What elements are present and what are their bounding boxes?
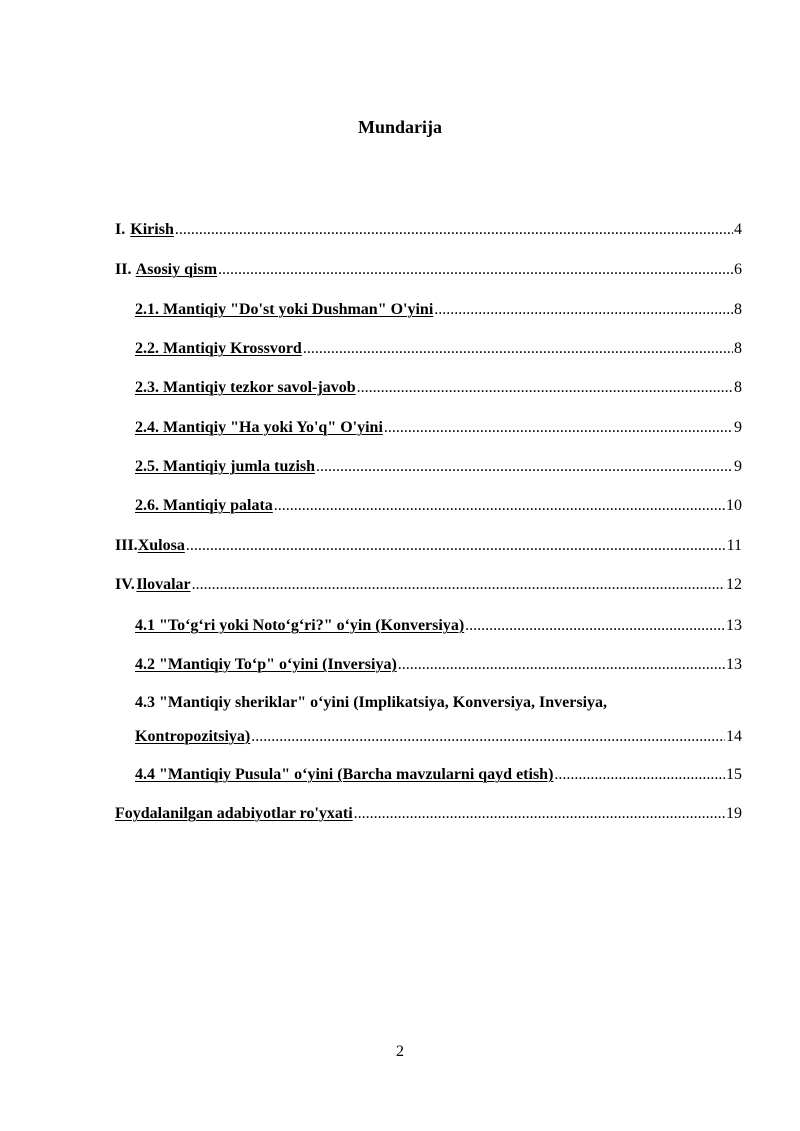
toc-entry-ilovalar[interactable] — [115, 575, 742, 595]
dot-leader — [316, 457, 733, 477]
dot-leader — [465, 616, 725, 636]
toc-entry-number: II. — [115, 261, 132, 278]
toc-entry-page: 9 — [734, 458, 742, 475]
toc-entry-label: Kirish — [130, 221, 174, 238]
toc-entry-page: 6 — [734, 261, 742, 278]
toc-entry-label: 2.1. Mantiqiy "Do'st yoki Dushman" O'yini — [135, 301, 434, 318]
toc-entry-kirish[interactable] — [115, 220, 742, 240]
toc-entry-2-4[interactable] — [135, 418, 742, 438]
toc-entry-2-6[interactable] — [135, 496, 742, 516]
toc-entry-label: 2.2. Mantiqiy Krossvord — [135, 340, 302, 357]
dot-leader — [251, 727, 725, 747]
toc-entry-label: 4.2 "Mantiqiy To‘p" o‘yini (Inversiya) — [135, 656, 397, 673]
toc-entry-number: I. — [115, 221, 126, 238]
toc-entry-label: Kontropozitsiya) — [135, 728, 251, 745]
toc-entry-page: 11 — [726, 537, 742, 554]
toc-entry-page: 10 — [726, 497, 742, 514]
toc-entry-xulosa[interactable] — [115, 536, 742, 556]
dot-leader — [303, 339, 733, 359]
toc-entry-page: 9 — [734, 419, 742, 436]
dot-leader — [186, 536, 726, 556]
page-number: 2 — [396, 1043, 404, 1060]
toc-entry-label: Ilovalar — [136, 576, 191, 593]
toc-entry-page: 13 — [726, 617, 742, 634]
dot-leader — [175, 220, 733, 240]
toc-entry-page: 4 — [734, 221, 742, 238]
dot-leader — [434, 300, 733, 320]
toc-entry-number: IV. — [115, 576, 135, 593]
dot-leader — [354, 804, 725, 824]
toc-entry-page: 12 — [726, 576, 742, 593]
toc-entry-label: 2.3. Mantiqiy tezkor savol-javob — [135, 379, 356, 396]
toc-entry-2-3[interactable] — [135, 378, 742, 398]
dot-leader — [357, 378, 733, 398]
toc-entry-page: 19 — [726, 805, 742, 822]
toc-entry-2-5[interactable] — [135, 457, 742, 477]
toc-entry-page: 8 — [734, 340, 742, 357]
toc-entry-label: 4.4 "Mantiqiy Pusula" o‘yini (Barcha mavzularni qayd etish) — [135, 766, 554, 783]
toc-entry-page: 14 — [726, 728, 742, 745]
toc-entry-page: 13 — [726, 656, 742, 673]
toc-entry-4-3[interactable] — [135, 727, 742, 747]
dot-leader — [554, 765, 725, 785]
dot-leader — [384, 418, 733, 438]
toc-entry-4-3-line1[interactable]: 4.3 "Mantiqiy sheriklar" o‘yini (Implikatsiya, Konversiya, Inversiya, — [135, 694, 608, 711]
toc-entry-label: 2.4. Mantiqiy "Ha yoki Yo'q" O'yini — [135, 419, 383, 436]
toc-entry-page: 8 — [734, 379, 742, 396]
toc-entry-label: Xulosa — [137, 537, 185, 554]
toc-entry-2-2[interactable] — [135, 339, 742, 359]
dot-leader — [192, 575, 725, 595]
toc-entry-label: 4.1 "To‘g‘ri yoki Noto‘g‘ri?" o‘yin (Konversiya) — [135, 617, 465, 634]
toc-entry-label: 2.6. Mantiqiy palata — [135, 497, 273, 514]
toc-entry-page: 8 — [734, 301, 742, 318]
toc-entry-label: Asosiy qism — [135, 261, 218, 278]
dot-leader — [398, 655, 725, 675]
toc-entry-2-1[interactable] — [135, 300, 742, 320]
toc-entry-label: Foydalanilgan adabiyotlar ro'yxati — [115, 805, 353, 822]
toc-entry-4-2[interactable] — [135, 655, 742, 675]
toc-entry-label: 2.5. Mantiqiy jumla tuzish — [135, 458, 316, 475]
dot-leader — [274, 496, 725, 516]
toc-entry-number: III. — [115, 537, 138, 554]
toc-entry-references[interactable] — [115, 804, 742, 824]
toc-entry-asosiy-qism[interactable] — [115, 260, 742, 280]
toc-entry-page: 15 — [726, 766, 742, 783]
toc-entry-4-1[interactable] — [135, 616, 742, 636]
page-title: Mundarija — [357, 117, 442, 137]
toc-entry-4-4[interactable] — [135, 765, 742, 785]
dot-leader — [218, 260, 733, 280]
